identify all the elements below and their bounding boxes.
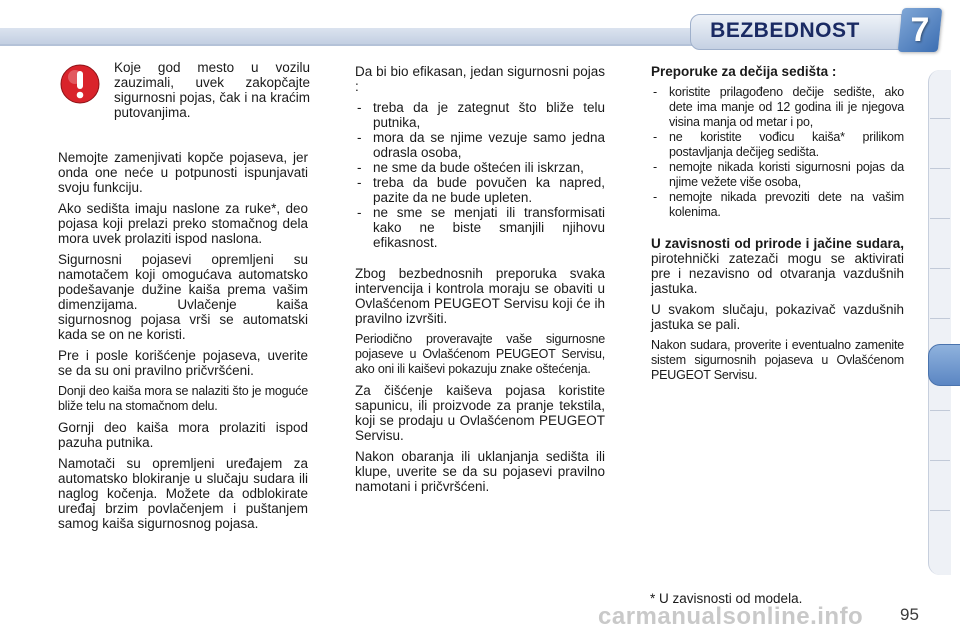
column-3 <box>651 64 904 389</box>
column-2 <box>355 64 605 500</box>
column-1 <box>58 150 308 537</box>
paragraph-text: pirotehnički zatezači mogu se aktivirati pre i nezavisno od otvaranja vazdušnih jastuka. <box>651 251 904 296</box>
page-number: 95 <box>900 605 919 624</box>
side-tab-divider <box>930 268 950 269</box>
child-seat-list <box>651 85 904 220</box>
paragraph: Donji deo kaiša mora se nalaziti što je moguće bliže telu na stomačnom delu. <box>58 384 308 413</box>
list-item: - treba da je zategnut što bliže telu putnika, <box>355 100 605 130</box>
warning-text: Koje god mesto u vozilu zauzimali, uvek zakopčajte sigurnosni pojas, čak i na kraćim putovanjima. <box>114 60 310 120</box>
paragraph: Nemojte zamenjivati kopče pojaseva, jer onda one neće u potpunosti ispunjavati svoju funkciju. <box>58 150 308 195</box>
paragraph: Ako sedišta imaju naslone za ruke*, deo pojasa koji prelazi preko stomačnog dela mora uvek prolaziti ispod naslona. <box>58 201 308 246</box>
paragraph: Gornji deo kaiša mora prolaziti ispod pazuha putnika. <box>58 420 308 450</box>
side-tab-divider <box>930 410 950 411</box>
paragraph: Namotači su opremljeni uređajem za automatsko blokiranje u slučaju sudara ili naglog kočenja. Možete da odblokirate uređaj brzim povlačenjem i puštanjem samog kaiša sigurnosnog pojasa. <box>58 456 308 531</box>
page-title: BEZBEDNOST <box>710 19 860 42</box>
list-item: - ne sme se menjati ili transformisati kako ne biste smanjili njihovu efikasnost. <box>355 205 605 250</box>
paragraph: Pre i posle korišćenje pojaseva, uverite se da su oni pravilno pričvršćeni. <box>58 348 308 378</box>
side-tab-divider <box>930 218 950 219</box>
bold-lead: U zavisnosti od prirode i jačine sudara, <box>651 236 904 251</box>
paragraph: Za čišćenje kaiševa pojasa koristite sapunicu, ili proizvode za pranje tekstila, koji se prodaju u Ovlašćenom PEUGEOT Servisu. <box>355 383 605 443</box>
paragraph: Zbog bezbednosnih preporuka svaka intervencija i kontrola moraju se obaviti u Ovlašćenom PEUGEOT Servisu koji će ih pravilno izvršiti. <box>355 266 605 326</box>
paragraph: Da bi bio efikasan, jedan sigurnosni pojas : <box>355 64 605 94</box>
footnote: * U zavisnosti od modela. <box>650 591 803 606</box>
list-item: - koristite prilagođeno dečije sedište, ako dete ima manje od 12 godina ili je njegova visina manja od metar i po, <box>651 85 904 130</box>
paragraph <box>651 236 904 296</box>
side-tab-divider <box>930 460 950 461</box>
paragraph: Periodično proveravajte vaše sigurnosne pojaseve u Ovlašćenom PEUGEOT Servisu, ako oni ili kaiševi pokazuju znake oštećenja. <box>355 332 605 376</box>
section-heading: Preporuke za dečija sedišta : <box>651 64 837 79</box>
side-tab-divider <box>930 118 950 119</box>
side-tab-divider <box>930 510 950 511</box>
list-item: - treba da bude povučen ka napred, pazite da ne bude upleten. <box>355 175 605 205</box>
list-item: - ne sme da bude oštećen ili iskrzan, <box>355 160 605 175</box>
paragraph: Sigurnosni pojasevi opremljeni su namotačem koji omogućava automatsko podešavanje dužine kaiša prema vašim dimenzijama. Uvlačenje kaiša sigurnosnog pojasa vrši se automatski kada se on ne koristi. <box>58 252 308 342</box>
side-tab-divider <box>930 168 950 169</box>
list-item: - nemojte nikada koristi sigurnosni pojas da njime vežete više osoba, <box>651 160 904 190</box>
paragraph: Nakon obaranja ili uklanjanja sedišta ili klupe, uverite se da su pojasevi pravilno namotani i pričvršćeni. <box>355 449 605 494</box>
chapter-side-rail <box>928 70 951 575</box>
side-tab-divider <box>930 318 950 319</box>
list-item: - mora da se njime vezuje samo jedna odrasla osoba, <box>355 130 605 160</box>
exclamation-icon <box>60 64 100 104</box>
watermark: carmanualsonline.info <box>598 603 864 630</box>
chapter-number: 7 <box>910 11 930 49</box>
paragraph: Nakon sudara, proverite i eventualno zamenite sistem sigurnosnih pojaseva u Ovlašćenom PEUGEOT Servisu. <box>651 338 904 382</box>
paragraph: U svakom slučaju, pokazivač vazdušnih jastuka se pali. <box>651 302 904 332</box>
belt-requirements-list <box>355 100 605 250</box>
side-tab-active <box>928 344 960 386</box>
list-item: - ne koristite vođicu kaiša* prilikom postavljanja dečijeg sedišta. <box>651 130 904 160</box>
list-item: - nemojte nikada prevoziti dete na vašim kolenima. <box>651 190 904 220</box>
